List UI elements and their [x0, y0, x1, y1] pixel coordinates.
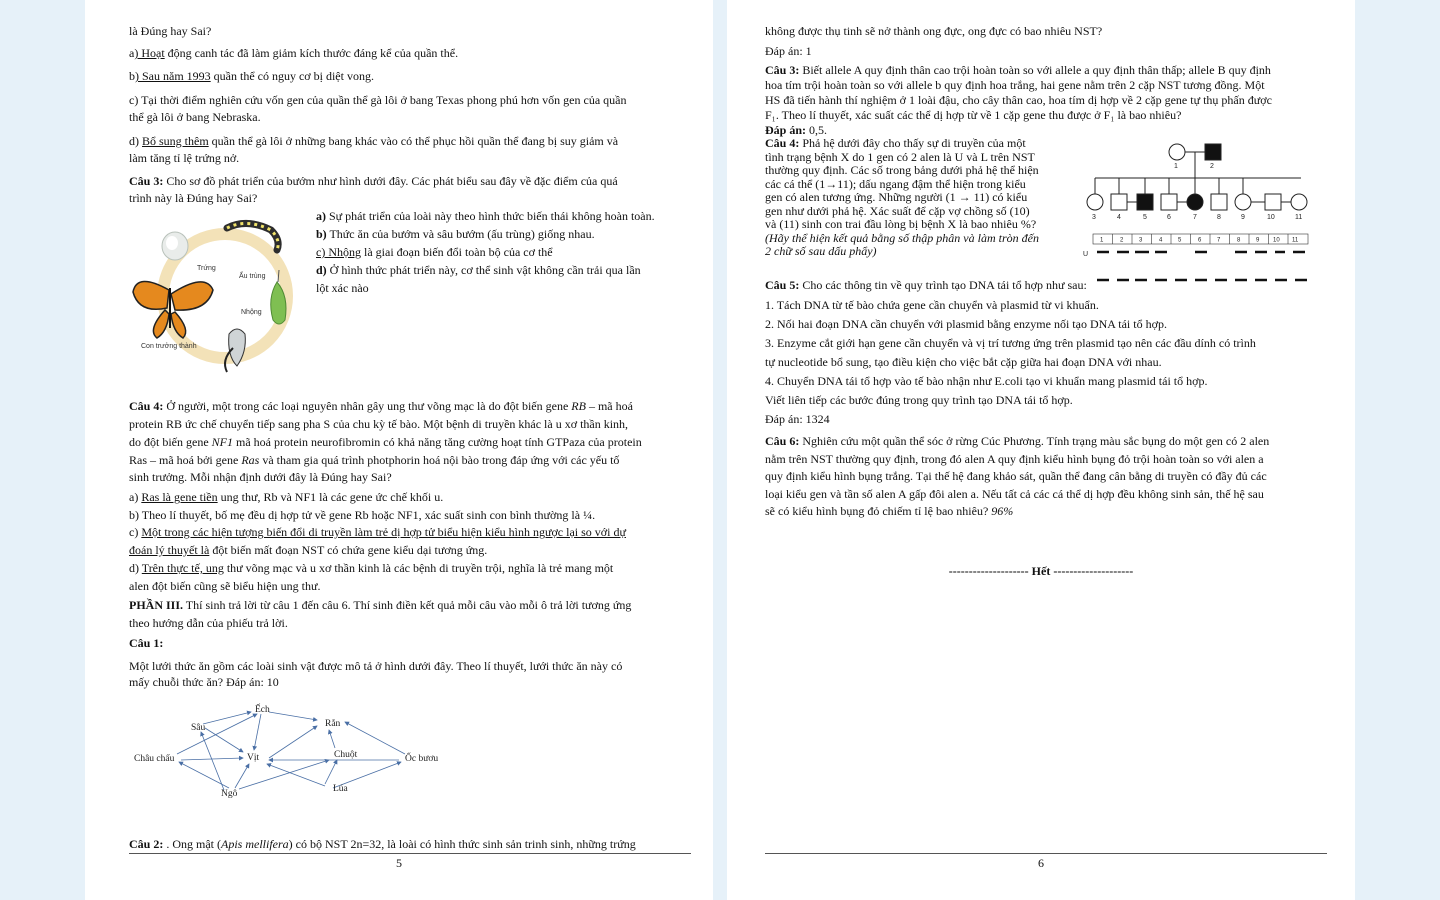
page-5	[85, 0, 713, 900]
q6-line5: sẽ có kiểu hình bụng đỏ chiếm tỉ lệ bao nhiêu? 96%	[765, 504, 1014, 518]
end-mark: -------------------- Hết --------------------	[948, 564, 1134, 578]
q5-step-1: 1. Tách DNA từ tế bào chứa gene cần chuyển và plasmid từ vi khuẩn.	[765, 298, 1099, 312]
part3-instructions-line2: theo hướng dẫn của phiếu trả lời.	[129, 616, 288, 630]
ped-individual-4	[1111, 194, 1127, 210]
label-adult: Con trưởng thành	[141, 343, 197, 350]
emerging-butterfly-icon	[225, 329, 245, 372]
ped-individual-8	[1211, 194, 1227, 210]
q6-question: Câu 6: Nghiên cứu một quần thể sóc ở rừng Cúc Phương. Tính trạng màu sắc bụng do một gen có 2 alen	[765, 434, 1270, 448]
q3-option-d-line2: lột xác nào	[316, 281, 369, 295]
pedigree-chart	[1079, 138, 1319, 288]
q3-question: Câu 3: Biết allele A quy định thân cao trội hoàn toàn so với allele a quy định thân thấp; allele B quy định	[765, 63, 1271, 77]
ped-label-2: 2	[1210, 163, 1214, 170]
page-number: 5	[396, 856, 402, 870]
ped-individual-11	[1291, 194, 1307, 210]
q6-line3: quy định kiểu hình bụng trắng. Tại thế hệ đang khảo sát, quần thể đang cân bằng di truyền có đầy đủ các	[765, 469, 1267, 483]
q3-line4: F₁. Theo lí thuyết, xác suất các thể dị hợp từ về 1 cặp gene thu được ở F₁ là bao nhiêu?	[765, 108, 1182, 122]
node-sau: Sâu	[191, 723, 206, 733]
q2-answer: Đáp án: 1	[765, 44, 812, 58]
q4-option-c-line2: đoán lý thuyết là đột biến mất đoạn NST có chứa gene kiểu dại tương ứng.	[129, 543, 488, 557]
q4-line3: thường quy định. Các số trong bảng dưới phả hệ thể hiện	[765, 163, 1039, 177]
q4-line4: các cá thể (1→11); dấu ngang đậm thể hiện trong kiểu	[765, 177, 1026, 191]
q6-line2: nằm trên NST thường quy định, trong đó alen A quy định kiểu hình bụng đỏ trội hoàn toàn so với alen a	[765, 452, 1264, 466]
table-cell-10: 10	[1273, 237, 1280, 244]
edge-ech-vit	[254, 714, 261, 750]
q4-question: Câu 4: Ở người, một trong các loại nguyên nhân gây ung thư võng mạc là do đột biến gene RB – mã hoá	[129, 399, 633, 413]
edge-ngo-chuot	[239, 760, 329, 789]
butterfly-lifecycle-figure	[129, 210, 301, 382]
q3-option-a: a) Sự phát triển của loài này theo hình thức biến thái không hoàn toàn.	[316, 209, 655, 223]
q2-option-b: b) Sau năm 1993 quần thể có nguy cơ bị diệt vong.	[129, 69, 374, 83]
q2-option-c: c) Tại thời điểm nghiên cứu vốn gen của quần thể gà lôi ở bang Texas phong phú hơn vốn gen của quần	[129, 93, 627, 107]
table-cell-11: 11	[1292, 237, 1299, 244]
node-chau-chau: Châu chấu	[134, 754, 175, 764]
edge-ngo-vit	[235, 764, 249, 788]
table-cell-2: 2	[1120, 237, 1124, 244]
q3-option-b: b) Thức ăn của bướm và sâu bướm (ấu trùng) giống nhau.	[316, 227, 595, 241]
node-oc-buou: Ốc bươu	[405, 754, 439, 764]
q4-option-a: a) Ras là gene tiền ung thư, Rb và NF1 là các gene ức chế khối u.	[129, 490, 444, 504]
ped-individual-9	[1235, 194, 1251, 210]
q3-question-line2: trình này là Đúng hay Sai?	[129, 191, 258, 205]
q5-step-4: 4. Chuyển DNA tái tổ hợp vào tế bào nhận như E.coli tạo vi khuẩn mang plasmid tái tổ hợp.	[765, 374, 1208, 388]
q4-line4: Ras – mã hoá bởi gene Ras và tham gia quá trình photphorin hoá nội bào trong đáp ứng với các yếu tố	[129, 453, 620, 467]
q4-line9: 2 chữ số sau dấu phẩy)	[765, 244, 877, 258]
ped-individual-7	[1187, 194, 1203, 210]
node-lua: Lúa	[333, 784, 348, 794]
q3-option-c: c) Nhộng là giai đoạn biến đổi toàn bộ của cơ thể	[316, 245, 553, 259]
table-cell-5: 5	[1178, 237, 1182, 244]
q3-answer: Đáp án: 0,5.	[765, 123, 828, 137]
ped-label-1: 1	[1174, 163, 1178, 170]
table-cell-7: 7	[1217, 237, 1221, 244]
footer-rule	[765, 853, 1327, 854]
ped-label-4: 4	[1117, 214, 1121, 221]
q4-line2: tình trạng bệnh X do 1 gen có 2 alen là U và L trên NST	[765, 150, 1035, 164]
node-ran: Rắn	[325, 719, 341, 729]
table-cell-1: 1	[1100, 237, 1104, 244]
ped-individual-3	[1087, 194, 1103, 210]
ped-individual-10	[1265, 194, 1281, 210]
q4-line8: (Hãy thể hiện kết quả bằng số thập phân và làm tròn đến	[765, 231, 1039, 245]
page-6	[727, 0, 1355, 900]
table-cell-3: 3	[1139, 237, 1143, 244]
edge-lua-chuot	[325, 760, 337, 784]
q5-answer: Đáp án: 1324	[765, 412, 830, 426]
edge-sau-vit	[205, 728, 243, 752]
q2-continuation: không được thụ tinh sẽ nở thành ong đực, ong đực có bao nhiêu NST?	[765, 24, 1103, 38]
table-cell-6: 6	[1198, 237, 1202, 244]
ped-label-3: 3	[1092, 214, 1096, 221]
edge-chauchau-ech	[177, 714, 257, 754]
q5-step-2: 2. Nối hai đoạn DNA cần chuyển với plasmid bằng enzyme nối tạo DNA tái tổ hợp.	[765, 317, 1167, 331]
q6-line4: loại kiểu gen và tần số alen A gấp đôi alen a. Nếu tất cả các cá thể dị hợp đều không sinh sản, thế hệ sau	[765, 487, 1264, 501]
edge-sau-ech	[203, 712, 251, 724]
edge-lua-vit	[267, 764, 325, 786]
q2-option-a: a) Hoạt động canh tác đã làm giảm kích thước đáng kể của quần thể.	[129, 46, 459, 60]
q5-question: Câu 5: Cho các thông tin về quy trình tạo DNA tái tổ hợp như sau:	[765, 278, 1087, 292]
q1-answer: mấy chuỗi thức ăn? Đáp án: 10	[129, 675, 279, 689]
q3-option-d: d) Ở hình thức phát triển này, cơ thể sinh vật không cần trải qua lần	[316, 263, 641, 277]
egg-icon	[162, 232, 188, 260]
q4-line2: protein RB ức chế chuyển tiếp sang pha S của chu kỳ tế bào. Một bệnh di truyền khác là u xơ thần kinh,	[129, 417, 629, 431]
q5-step-3: 3. Enzyme cắt giới hạn gene cần chuyển và vị trí tương ứng trên plasmid tạo nên các đầu dính có trình	[765, 336, 1256, 350]
q4-option-b: b) Theo lí thuyết, bố mẹ đều dị hợp tử về gene Rb hoặc NF1, xác suất sinh con bình thường là ¼.	[129, 508, 596, 522]
edge-chuot-ran	[329, 730, 335, 748]
ped-label-8: 8	[1217, 214, 1221, 221]
ped-label-10: 10	[1267, 214, 1275, 221]
q4-question: Câu 4: Phả hệ dưới đây cho thấy sự di truyền của một	[765, 136, 1026, 150]
q4-line5: sinh trưởng. Mỗi nhận định dưới đây là Đúng hay Sai?	[129, 470, 392, 484]
q2-option-c-line2: thể gà lôi ở bang Nebraska.	[129, 110, 261, 124]
edge-ech-ran	[269, 712, 317, 720]
edge-vit-ran	[269, 726, 317, 758]
q4-line7: và (11) sinh con trai đầu lòng bị bệnh X là bao nhiêu %?	[765, 217, 1037, 231]
q4-line3: do đột biến gene NF1 mã hoá protein neurofibromin có khả năng tăng cường hoạt tính GTPaza của protein	[129, 435, 642, 449]
q2b-question: Câu 2: . Ong mật (Apis mellifera) có bộ NST 2n=32, là loài có hình thức sinh sản trinh sinh, những trứng	[129, 837, 636, 851]
ped-label-5: 5	[1143, 214, 1147, 221]
table-cell-9: 9	[1256, 237, 1260, 244]
ped-individual-1	[1169, 144, 1185, 160]
q4-line5: gen có alen tương ứng. Những người (1 → 11) có kiểu	[765, 190, 1028, 204]
q4-line6: gen như dưới phả hệ. Xác suất để cặp vợ chồng số (10)	[765, 204, 1030, 218]
intro-text: là Đúng hay Sai?	[129, 24, 212, 38]
label-pupa: Nhộng	[241, 309, 262, 316]
table-cell-4: 4	[1159, 237, 1163, 244]
q3-line3: HS đã tiến hành thí nghiệm ở 1 loài đậu, cho cây thân cao, hoa tím dị hợp về 2 cặp gene tự thụ phấn được	[765, 93, 1272, 107]
part3-instructions: PHẦN III. Thí sinh trả lời từ câu 1 đến câu 6. Thí sinh điền kết quả mỗi câu vào mỗi ô trả lời tương ứng	[129, 598, 632, 612]
q1-question: Một lưới thức ăn gồm các loài sinh vật được mô tả ở hình dưới đây. Theo lí thuyết, lưới thức ăn này có	[129, 659, 623, 673]
q2-option-d-line2: làm tăng tỉ lệ trứng nở.	[129, 151, 240, 165]
table-cell-8: 8	[1237, 237, 1241, 244]
allele-u-label: U	[1083, 251, 1089, 258]
ped-label-11: 11	[1295, 214, 1303, 221]
label-larva: Ấu trùng	[239, 273, 266, 280]
q4-option-d-line2: alen đột biến cũng sẽ biểu hiện ung thư.	[129, 579, 321, 593]
q4-option-d: d) Trên thực tế, ung thư võng mạc và u xơ thần kinh là các bệnh di truyền trội, nghĩa là trẻ mang một	[129, 561, 614, 575]
label-egg: Trứng	[197, 265, 216, 272]
node-ngo: Ngô	[221, 789, 238, 799]
q3-question: Câu 3: Cho sơ đồ phát triển của bướm như hình dưới đây. Các phát biểu sau đây về đặc điểm của quá	[129, 174, 618, 188]
footer-rule	[129, 853, 691, 854]
allele-bars	[1097, 252, 1307, 280]
ped-individual-6	[1161, 194, 1177, 210]
node-chuot: Chuột	[334, 750, 358, 760]
food-web-diagram	[129, 700, 459, 800]
q3-line2: hoa tím trội hoàn toàn so với allele b quy định hoa trắng, hai gene nằm trên 2 cặp NST tương đồng. Một	[765, 78, 1265, 92]
q4-option-c: c) Một trong các hiện tượng biến đổi di truyền làm trẻ dị hợp tử biểu hiện kiểu hình ngược lại so với dự	[129, 525, 626, 539]
q2-option-d: d) Bổ sung thêm quần thể gà lôi ở những bang khác vào có thể phục hồi quần thể đang bị suy giảm và	[129, 134, 619, 148]
node-vit: Vịt	[247, 753, 260, 763]
q1-label: Câu 1:	[129, 636, 164, 650]
ped-label-7: 7	[1193, 214, 1197, 221]
ped-individual-5	[1137, 194, 1153, 210]
ped-label-9: 9	[1241, 214, 1245, 221]
page-number: 6	[1038, 856, 1044, 870]
edge-ngo-chauchau	[179, 762, 229, 788]
ped-label-6: 6	[1167, 214, 1171, 221]
q5-ask: Viết liên tiếp các bước đúng trong quy trình tạo DNA tái tổ hợp.	[765, 393, 1073, 407]
node-ech: Ếch	[255, 705, 270, 715]
q5-step-3-line2: tự nucleotide bổ sung, tạo điều kiện cho việc bắt cặp giữa hai đoạn DNA với nhau.	[765, 355, 1162, 369]
ped-individual-2	[1205, 144, 1221, 160]
